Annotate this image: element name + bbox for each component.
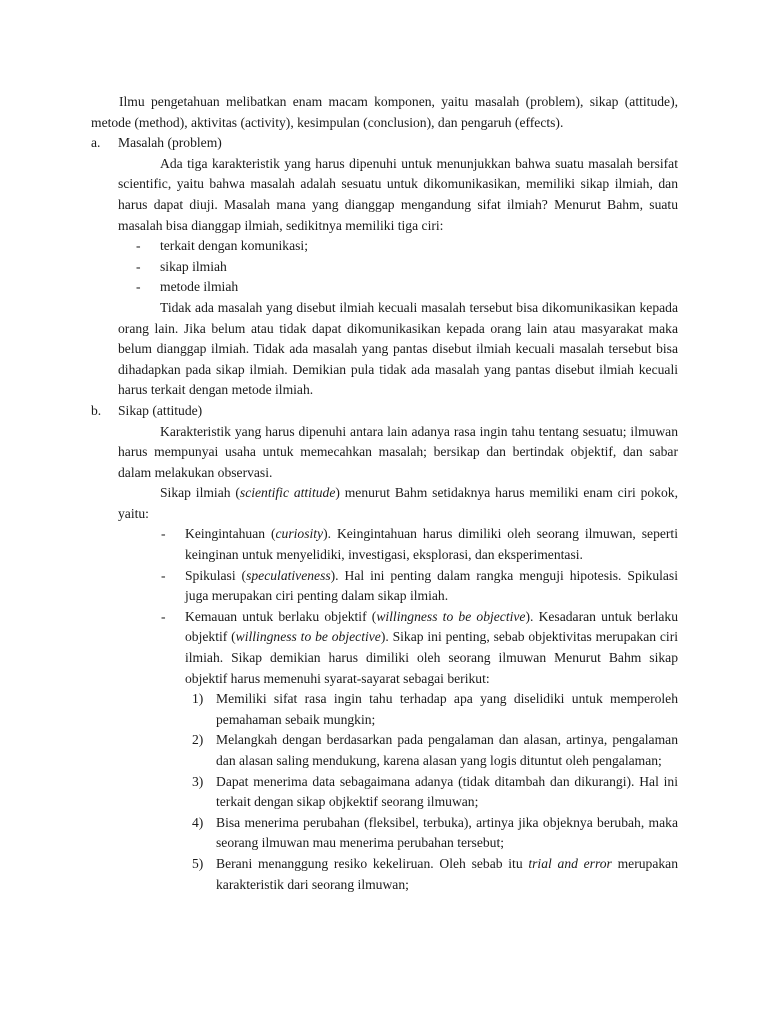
section-a-title: Masalah (problem) xyxy=(118,135,222,151)
list-item: - sikap ilmiah xyxy=(136,258,227,274)
numbered-item: 2) Melangkah dengan berdasarkan pada pengalaman dan alasan, artinya, pengalaman dan alasan saling mendukung, karena alasan yang logis dituntut oleh pengalaman; xyxy=(192,732,678,768)
numbered-item: 1) Memiliki sifat rasa ingin tahu terhadap apa yang diselidiki untuk memperoleh pemahaman sebaik mungkin; xyxy=(192,691,678,727)
section-b xyxy=(91,401,678,895)
section-a-paragraph-1: Ada tiga karakteristik yang harus dipenuhi untuk menunjukkan bahwa suatu masalah bersifat scientific, yaitu bahwa masalah adalah sesuatu untuk dikomunikasikan, memiliki sikap ilmiah, dan harus dapat diuji. Masalah mana yang dianggap mengandung sifat ilmiah? Menurut Bahm, suatu masalah bisa dianggap ilmiah, sedikitnya memiliki tiga ciri: xyxy=(118,155,678,233)
numbered-item: 4) Bisa menerima perubahan (fleksibel, terbuka), artinya jika objeknya berubah, maka seorang ilmuwan mau menerima perubahan tersebut; xyxy=(192,814,678,851)
intro-paragraph: Ilmu pengetahuan melibatkan enam macam komponen, yaitu masalah (problem), sikap (attitude), metode (method), aktivitas (activity), kesimpulan (conclusion), dan pengaruh (effects). xyxy=(91,94,678,130)
section-a-paragraph-2: Tidak ada masalah yang disebut ilmiah kecuali masalah tersebut bisa dikomunikasikan kepada orang lain. Jika belum atau tidak dapat dikomunikasikan kepada orang lain atau masyarakat maka belum dianggap ilmiah. Tidak ada masalah yang pantas disebut ilmiah kecuali masalah tersebut bisa dihadapkan pada sikap ilmiah. Demikian pula tidak ada masalah yang pantas disebut ilmiah kecuali harus terkait dengan metode ilmiah. xyxy=(118,299,678,398)
section-b-paragraph-2: Sikap ilmiah (scientific attitude) menurut Bahm setidaknya harus memiliki enam ciri pokok, yaitu: xyxy=(118,485,678,521)
list-item: - terkait dengan komunikasi; xyxy=(136,238,308,254)
section-b-title: Sikap (attitude) xyxy=(118,402,203,418)
section-a-marker: a. xyxy=(91,135,101,151)
document-body xyxy=(91,92,678,895)
list-item: - Keingintahuan (curiosity). Keingintahuan harus dimiliki oleh seorang ilmuwan, seperti keinginan untuk menyelidiki, investigasi, eksplorasi, dan eksperimentasi. xyxy=(161,526,678,563)
list-item: - Kemauan untuk berlaku objektif (willingness to be objective). Kesadaran untuk berlaku objektif (willingness to be objective). Sikap ini penting, sebab objektivitas merupakan ciri ilmiah. Sikap demikian harus dimiliki oleh seorang ilmuwan Menurut Bahm sikap objektif harus memenuhi syarat-sayarat sebagai berikut: 1) Memiliki sifat rasa ingin tahu terhadap apa yang diselidiki untuk memperoleh pemahaman sebaik mungkin; 2) Melangkah dengan berdasarkan pada pengalaman dan alasan, artinya, pengalaman dan alasan saling mendukung, karena alasan yang logis dituntut oleh pengalaman; 3) Dapat menerima data sebagaimana adanya (tidak ditambah dan dikurangi). Hal ini terkait dengan sikap objkektif seorang ilmuwan; 4) Bisa menerima perubahan (fleksibel, terbuka), artinya jika objeknya berubah, maka seorang ilmuwan mau menerima perubahan tersebut; 5) Berani menanggung resiko kekeliruan. Oleh sebab itu trial and error merupakan karakteristik dari seorang ilmuwan; xyxy=(161,607,678,895)
section-b-marker: b. xyxy=(91,402,102,418)
numbered-item: 3) Dapat menerima data sebagaimana adanya (tidak ditambah dan dikurangi). Hal ini terkait dengan sikap objkektif seorang ilmuwan; xyxy=(192,773,678,810)
numbered-item: 5) Berani menanggung resiko kekeliruan. Oleh sebab itu trial and error merupakan karakteristik dari seorang ilmuwan; xyxy=(192,855,678,892)
section-b-paragraph-1: Karakteristik yang harus dipenuhi antara lain adanya rasa ingin tahu tentang sesuatu; ilmuwan harus mempunyai usaha untuk memecahkan masalah; bersikap dan bertindak objektif, dan sabar dalam melakukan observasi. xyxy=(118,423,678,480)
section-a xyxy=(91,133,678,401)
list-item: - metode ilmiah xyxy=(136,279,239,295)
list-item: - Spikulasi (speculativeness). Hal ini penting dalam rangka menguji hipotesis. Spikulasi juga merupakan ciri penting dalam sikap ilmiah. xyxy=(161,567,678,604)
